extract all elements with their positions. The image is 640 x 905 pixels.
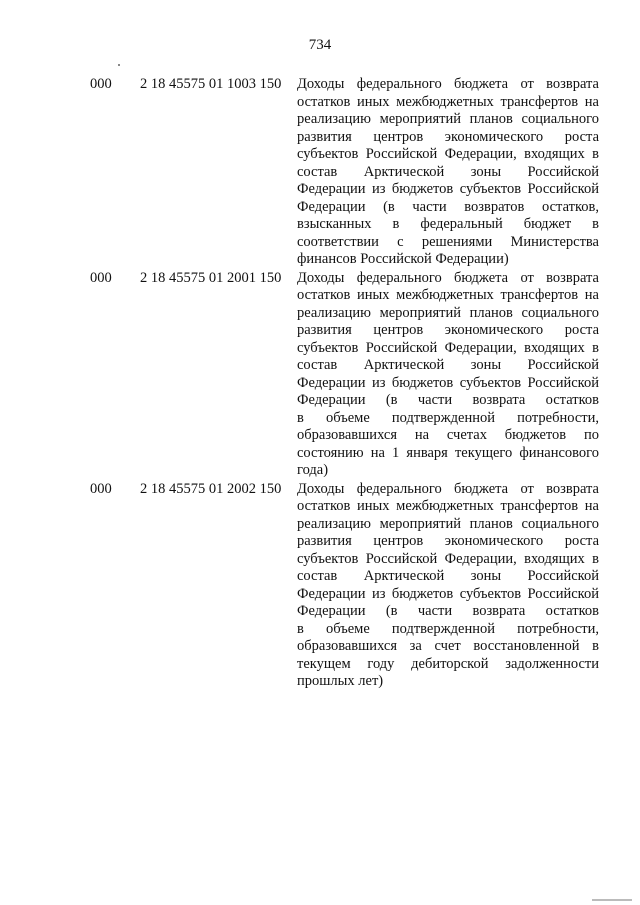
description-line: состав Арктической зоны Российской: [297, 163, 599, 180]
scan-speck: [118, 64, 120, 66]
description-line: реализацию мероприятий планов социального: [297, 304, 599, 321]
description-line: Доходы федерального бюджета от возврата: [297, 269, 599, 286]
description-line: состав Арктической зоны Российской: [297, 568, 599, 584]
scan-edge-mark: [592, 899, 632, 901]
description-line: развития центров экономического роста: [297, 128, 599, 145]
description-line: Федерации (в части возврата остатков: [297, 392, 599, 408]
income-description: [297, 481, 599, 691]
description-line: состав Арктической зоны Российской: [297, 357, 599, 373]
description-line: в объеме подтвержденной потребности,: [297, 409, 599, 426]
description-line: Федерации (в части возвратов остатков,: [297, 198, 599, 215]
description-line: образовавшихся за счет восстановленной в: [297, 638, 599, 654]
budget-code-table: [0, 76, 640, 691]
description-line: Федерации (в части возврата остатков: [297, 603, 599, 619]
description-line: Доходы федерального бюджета от возврата: [297, 480, 599, 497]
description-line: финансов Российской Федерации): [297, 251, 509, 267]
admin-code: 000: [90, 76, 112, 92]
income-description: [297, 270, 599, 480]
page-number: 734: [308, 37, 332, 53]
description-line: субъектов Российской Федерации, входящих в: [297, 550, 599, 567]
admin-code: 000: [90, 480, 112, 497]
description-line: Федерации из бюджетов субъектов Российской: [297, 181, 599, 197]
description-line: реализацию мероприятий планов социального: [297, 515, 599, 532]
description-line: остатков иных межбюджетных трансфертов на: [297, 287, 599, 303]
budget-classification-code: 2 18 45575 01 2002 150: [140, 480, 282, 497]
description-line: Федерации из бюджетов субъектов Российской: [297, 585, 599, 602]
income-description: [297, 76, 599, 269]
description-line: образовавшихся на счетах бюджетов по: [297, 427, 599, 443]
description-line: состоянию на 1 января текущего финансового: [297, 444, 599, 461]
description-line: субъектов Российской Федерации, входящих в: [297, 146, 599, 162]
description-line: реализацию мероприятий планов социального: [297, 111, 599, 127]
admin-code: 000: [90, 269, 112, 286]
table-row: [0, 76, 640, 269]
description-line: развития центров экономического роста: [297, 533, 599, 549]
description-line: текущем году дебиторской задолженности: [297, 655, 599, 672]
table-row: [0, 481, 640, 691]
description-line: остатков иных межбюджетных трансфертов на: [297, 498, 599, 514]
description-line: прошлых лет): [297, 673, 384, 689]
description-line: Федерации из бюджетов субъектов Российской: [297, 374, 599, 391]
description-line: взысканных в федеральный бюджет в: [297, 216, 599, 232]
description-line: развития центров экономического роста: [297, 322, 599, 338]
description-line: остатков иных межбюджетных трансфертов на: [297, 93, 599, 110]
description-line: Доходы федерального бюджета от возврата: [297, 76, 599, 92]
description-line: соответствии с решениями Министерства: [297, 233, 599, 250]
description-line: года): [297, 462, 329, 478]
budget-classification-code: 2 18 45575 01 1003 150: [140, 76, 282, 92]
budget-classification-code: 2 18 45575 01 2001 150: [140, 269, 282, 286]
table-row: [0, 270, 640, 480]
description-line: субъектов Российской Федерации, входящих в: [297, 339, 599, 356]
description-line: в объеме подтвержденной потребности,: [297, 620, 599, 637]
